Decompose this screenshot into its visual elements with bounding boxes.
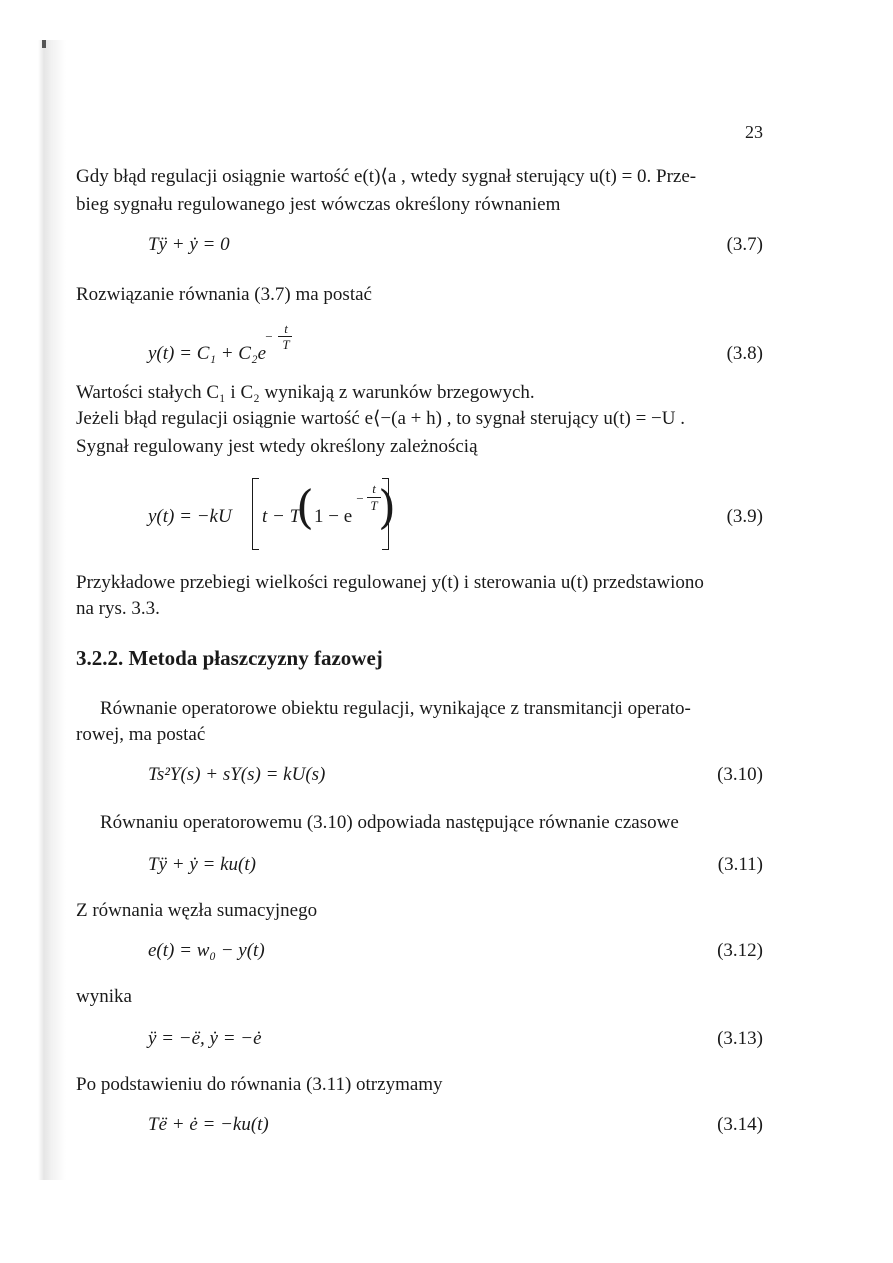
left-paren: ( bbox=[296, 480, 314, 534]
exponent-denominator: T bbox=[282, 337, 290, 352]
equation-3-10: Ts²Y(s) + sY(s) = kU(s) bbox=[148, 764, 326, 785]
equation-number: (3.14) bbox=[717, 1114, 763, 1135]
paragraph-line: Sygnał regulowany jest wtedy określony zależnością bbox=[76, 436, 478, 457]
equation-number: (3.10) bbox=[717, 764, 763, 785]
equation-3-9: y(t) = −kU bbox=[148, 506, 232, 527]
equation-number: (3.9) bbox=[726, 506, 763, 527]
equation-number: (3.13) bbox=[717, 1028, 763, 1049]
paragraph-line: Z równania węzła sumacyjnego bbox=[76, 900, 318, 921]
exponent-minus: − bbox=[265, 329, 273, 344]
equation-3-13: ÿ = −ë, ẏ = −ė bbox=[148, 1028, 262, 1049]
section-heading: 3.2.2. Metoda płaszczyzny fazowej bbox=[76, 646, 383, 670]
equation-number: (3.12) bbox=[717, 940, 763, 961]
equation-3-14: Të + ė = −ku(t) bbox=[148, 1114, 269, 1135]
paragraph-line: wynika bbox=[76, 986, 132, 1007]
right-paren: ) bbox=[378, 480, 396, 534]
exponent-numerator: t bbox=[372, 481, 376, 496]
paragraph-line: Rozwiązanie równania (3.7) ma postać bbox=[76, 284, 372, 305]
paragraph-line: bieg sygnału regulowanego jest wówczas określony równaniem bbox=[76, 194, 561, 215]
paragraph-line: Równaniu operatorowemu (3.10) odpowiada następujące równanie czasowe bbox=[100, 812, 679, 833]
equation-3-12: e(t) = w₀ − y(t) bbox=[148, 940, 265, 961]
scan-shadow bbox=[0, 40, 70, 1180]
exponent-denominator: T bbox=[370, 498, 378, 513]
equation-3-7: Tÿ + ẏ = 0 bbox=[148, 234, 230, 255]
equation-number: (3.8) bbox=[726, 343, 763, 364]
paragraph-line: na rys. 3.3. bbox=[76, 598, 160, 619]
paragraph-line: Po podstawieniu do równania (3.11) otrzymamy bbox=[76, 1074, 443, 1095]
scan-mark bbox=[42, 40, 46, 48]
exponent-numerator: t bbox=[284, 321, 288, 336]
paragraph-line: Przykładowe przebiegi wielkości regulowanej y(t) i sterowania u(t) przedstawiono bbox=[76, 572, 704, 593]
equation-number: (3.7) bbox=[726, 234, 763, 255]
left-bracket bbox=[252, 478, 259, 550]
equation-3-9-inner2: 1 − e bbox=[314, 506, 353, 527]
paragraph-line: Gdy błąd regulacji osiągnie wartość e(t)⟨a , wtedy sygnał sterujący u(t) = 0. Prze- bbox=[76, 166, 697, 187]
paragraph-line: Jeżeli błąd regulacji osiągnie wartość e⟨−(a + h) , to sygnał sterujący u(t) = −U . bbox=[76, 408, 685, 429]
paragraph-line: rowej, ma postać bbox=[76, 724, 206, 745]
equation-3-9-inner: t − T bbox=[262, 506, 301, 527]
paragraph-line: Wartości stałych C₁ i C₂ wynikają z warunków brzegowych. bbox=[76, 382, 535, 403]
right-bracket bbox=[382, 478, 389, 550]
equation-3-8: y(t) = C₁ + C₂e bbox=[148, 343, 266, 364]
exponent-minus: − bbox=[356, 491, 364, 506]
equation-3-11: Tÿ + ẏ = ku(t) bbox=[148, 854, 256, 875]
page-number: 23 bbox=[745, 122, 763, 142]
equation-number: (3.11) bbox=[717, 854, 763, 875]
paragraph-line: Równanie operatorowe obiektu regulacji, wynikające z transmitancji operato- bbox=[100, 698, 691, 719]
